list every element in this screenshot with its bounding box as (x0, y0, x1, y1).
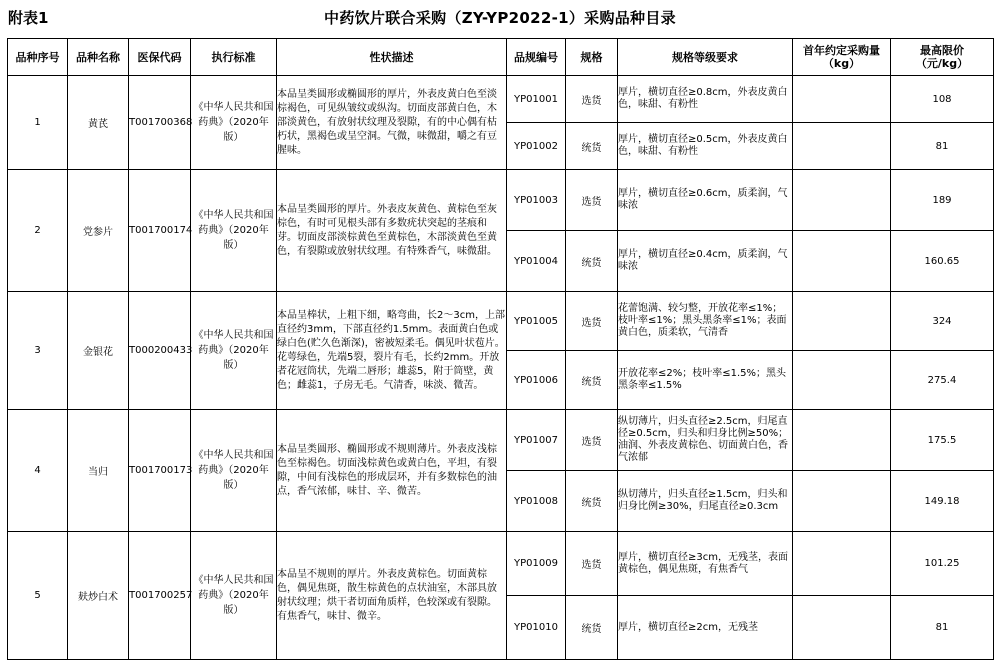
price-header-line2: （元/kg） (915, 57, 969, 70)
variety-seq: 5 (8, 532, 68, 660)
spec-id: YP01010 (507, 596, 566, 660)
insurance-code: T001700368 (129, 76, 191, 170)
spec-grade: 统货 (566, 471, 618, 532)
spec-grade: 选货 (566, 410, 618, 471)
spec-id: YP01009 (507, 532, 566, 596)
quantity-header-line2: （kg） (822, 57, 861, 70)
spec-grade: 选货 (566, 170, 618, 231)
variety-name: 当归 (68, 410, 129, 532)
execution-standard: 《中华人民共和国药典》（2020年版） (191, 76, 277, 170)
grade-requirement: 厚片，横切直径≥0.4cm，质柔润，气味浓 (618, 231, 793, 292)
spec-grade: 统货 (566, 231, 618, 292)
max-price: 101.25 (891, 532, 994, 596)
property-description: 本品呈类圆形的厚片。外表皮灰黄色、黄棕色至灰棕色，有时可见根头部有多数疣状突起的茎痕和芽。切面皮部淡棕黄色至黄棕色，木部淡黄色至黄色，有裂隙或放射状纹理。有特殊香气，味微甜。 (277, 170, 507, 292)
variety-name: 金银花 (68, 292, 129, 410)
page-title: 中药饮片联合采购（ZY-YP2022-1）采购品种目录 (324, 9, 676, 27)
col-header-grade-req: 规格等级要求 (618, 39, 793, 76)
grade-requirement: 纵切薄片，归头直径≥2.5cm，归尾直径≥0.5cm，归头和归身比例≥50%；油润、外表皮黄棕色、切面黄白色，香气浓郁 (618, 410, 793, 471)
variety-seq: 1 (8, 76, 68, 170)
annual-quantity (793, 532, 891, 596)
annual-quantity (793, 170, 891, 231)
annual-quantity (793, 231, 891, 292)
max-price: 189 (891, 170, 994, 231)
insurance-code: T000200433 (129, 292, 191, 410)
variety-seq: 3 (8, 292, 68, 410)
col-header-standard: 执行标准 (191, 39, 277, 76)
grade-requirement: 厚片，横切直径≥2cm，无残茎 (618, 596, 793, 660)
annual-quantity (793, 123, 891, 170)
annual-quantity (793, 471, 891, 532)
variety-name: 麸炒白术 (68, 532, 129, 660)
annual-quantity (793, 76, 891, 123)
grade-requirement: 花蕾饱满、较匀整，开放花率≤1%；枝叶率≤1%；黑头黑条率≤1%；表面黄白色，质柔软，气清香 (618, 292, 793, 351)
spec-grade: 统货 (566, 596, 618, 660)
execution-standard: 《中华人民共和国药典》（2020年版） (191, 170, 277, 292)
procurement-catalog-table (7, 38, 994, 660)
grade-requirement: 厚片，横切直径≥0.6cm，质柔润，气味浓 (618, 170, 793, 231)
spec-id: YP01006 (507, 351, 566, 410)
max-price: 108 (891, 76, 994, 123)
grade-requirement: 纵切薄片，归头直径≥1.5cm，归头和归身比例≥30%，归尾直径≥0.3cm (618, 471, 793, 532)
spec-grade: 统货 (566, 351, 618, 410)
table-row (8, 170, 994, 231)
annual-quantity (793, 596, 891, 660)
execution-standard: 《中华人民共和国药典》（2020年版） (191, 410, 277, 532)
execution-standard: 《中华人民共和国药典》（2020年版） (191, 292, 277, 410)
spec-id: YP01003 (507, 170, 566, 231)
spec-id: YP01001 (507, 76, 566, 123)
insurance-code: T001700174 (129, 170, 191, 292)
max-price: 275.4 (891, 351, 994, 410)
grade-requirement: 开放花率≤2%；枝叶率≤1.5%；黑头黑条率≤1.5% (618, 351, 793, 410)
spec-id: YP01008 (507, 471, 566, 532)
col-header-quantity (793, 39, 891, 76)
col-header-spec: 规格 (566, 39, 618, 76)
col-header-description: 性状描述 (277, 39, 507, 76)
property-description: 本品呈类圆形、椭圆形或不规则薄片。外表皮浅棕色至棕褐色。切面浅棕黄色或黄白色，平坦，有裂隙，中间有浅棕色的形成层环，并有多数棕色的油点，香气浓郁，味甘、辛、微苦。 (277, 410, 507, 532)
price-header-line1: 最高限价 (920, 44, 964, 57)
execution-standard: 《中华人民共和国药典》（2020年版） (191, 532, 277, 660)
variety-name: 党参片 (68, 170, 129, 292)
col-header-price (891, 39, 994, 76)
spec-id: YP01005 (507, 292, 566, 351)
annual-quantity (793, 292, 891, 351)
quantity-header-line1: 首年约定采购量 (803, 44, 880, 57)
table-row (8, 76, 994, 123)
table-row (8, 532, 994, 596)
attachment-label: 附表1 (8, 9, 49, 27)
table-row (8, 292, 994, 351)
property-description: 本品呈棒状，上粗下细，略弯曲，长2～3cm，上部直径约3mm，下部直径约1.5mm。表面黄白色或绿白色(贮久色渐深)，密被短柔毛。偶见叶状苞片。花萼绿色，先端5裂，裂片有毛，长约2mm。开放者花冠筒状，先端二唇形；雄蕊5，附于筒壁，黄色；雌蕊1，子房无毛。气清香，味淡、微苦。 (277, 292, 507, 410)
variety-seq: 2 (8, 170, 68, 292)
grade-requirement: 厚片，横切直径≥0.5cm，外表皮黄白色，味甜、有粉性 (618, 123, 793, 170)
spec-grade: 选货 (566, 292, 618, 351)
table-row (8, 410, 994, 471)
grade-requirement: 厚片，横切直径≥0.8cm，外表皮黄白色，味甜、有粉性 (618, 76, 793, 123)
insurance-code: T001700173 (129, 410, 191, 532)
variety-name: 黄芪 (68, 76, 129, 170)
col-header-code: 医保代码 (129, 39, 191, 76)
max-price: 81 (891, 123, 994, 170)
max-price: 149.18 (891, 471, 994, 532)
grade-requirement: 厚片，横切直径≥3cm，无残茎，表面黄棕色，偶见焦斑，有焦香气 (618, 532, 793, 596)
max-price: 160.65 (891, 231, 994, 292)
spec-id: YP01002 (507, 123, 566, 170)
max-price: 81 (891, 596, 994, 660)
spec-id: YP01007 (507, 410, 566, 471)
spec-grade: 统货 (566, 123, 618, 170)
annual-quantity (793, 410, 891, 471)
col-header-seq: 品种序号 (8, 39, 68, 76)
property-description: 本品呈类圆形或椭圆形的厚片，外表皮黄白色至淡棕褐色，可见纵皱纹或纵沟。切面皮部黄白色，木部淡黄色，有放射状纹理及裂隙，有的中心偶有枯朽状，黑褐色或呈空洞。气微，味微甜，嚼之有豆腥味。 (277, 76, 507, 170)
property-description: 本品呈不规则的厚片。外表皮黄棕色。切面黄棕色，偶见焦斑，散生棕黄色的点状油室，木部具放射状纹理；烘干者切面角质样，色较深或有裂隙。有焦香气，味甘、微辛。 (277, 532, 507, 660)
col-header-name: 品种名称 (68, 39, 129, 76)
annual-quantity (793, 351, 891, 410)
col-header-spec-no: 品规编号 (507, 39, 566, 76)
insurance-code: T001700257 (129, 532, 191, 660)
max-price: 324 (891, 292, 994, 351)
spec-id: YP01004 (507, 231, 566, 292)
max-price: 175.5 (891, 410, 994, 471)
spec-grade: 选货 (566, 532, 618, 596)
spec-grade: 选货 (566, 76, 618, 123)
header-row (8, 39, 994, 76)
variety-seq: 4 (8, 410, 68, 532)
